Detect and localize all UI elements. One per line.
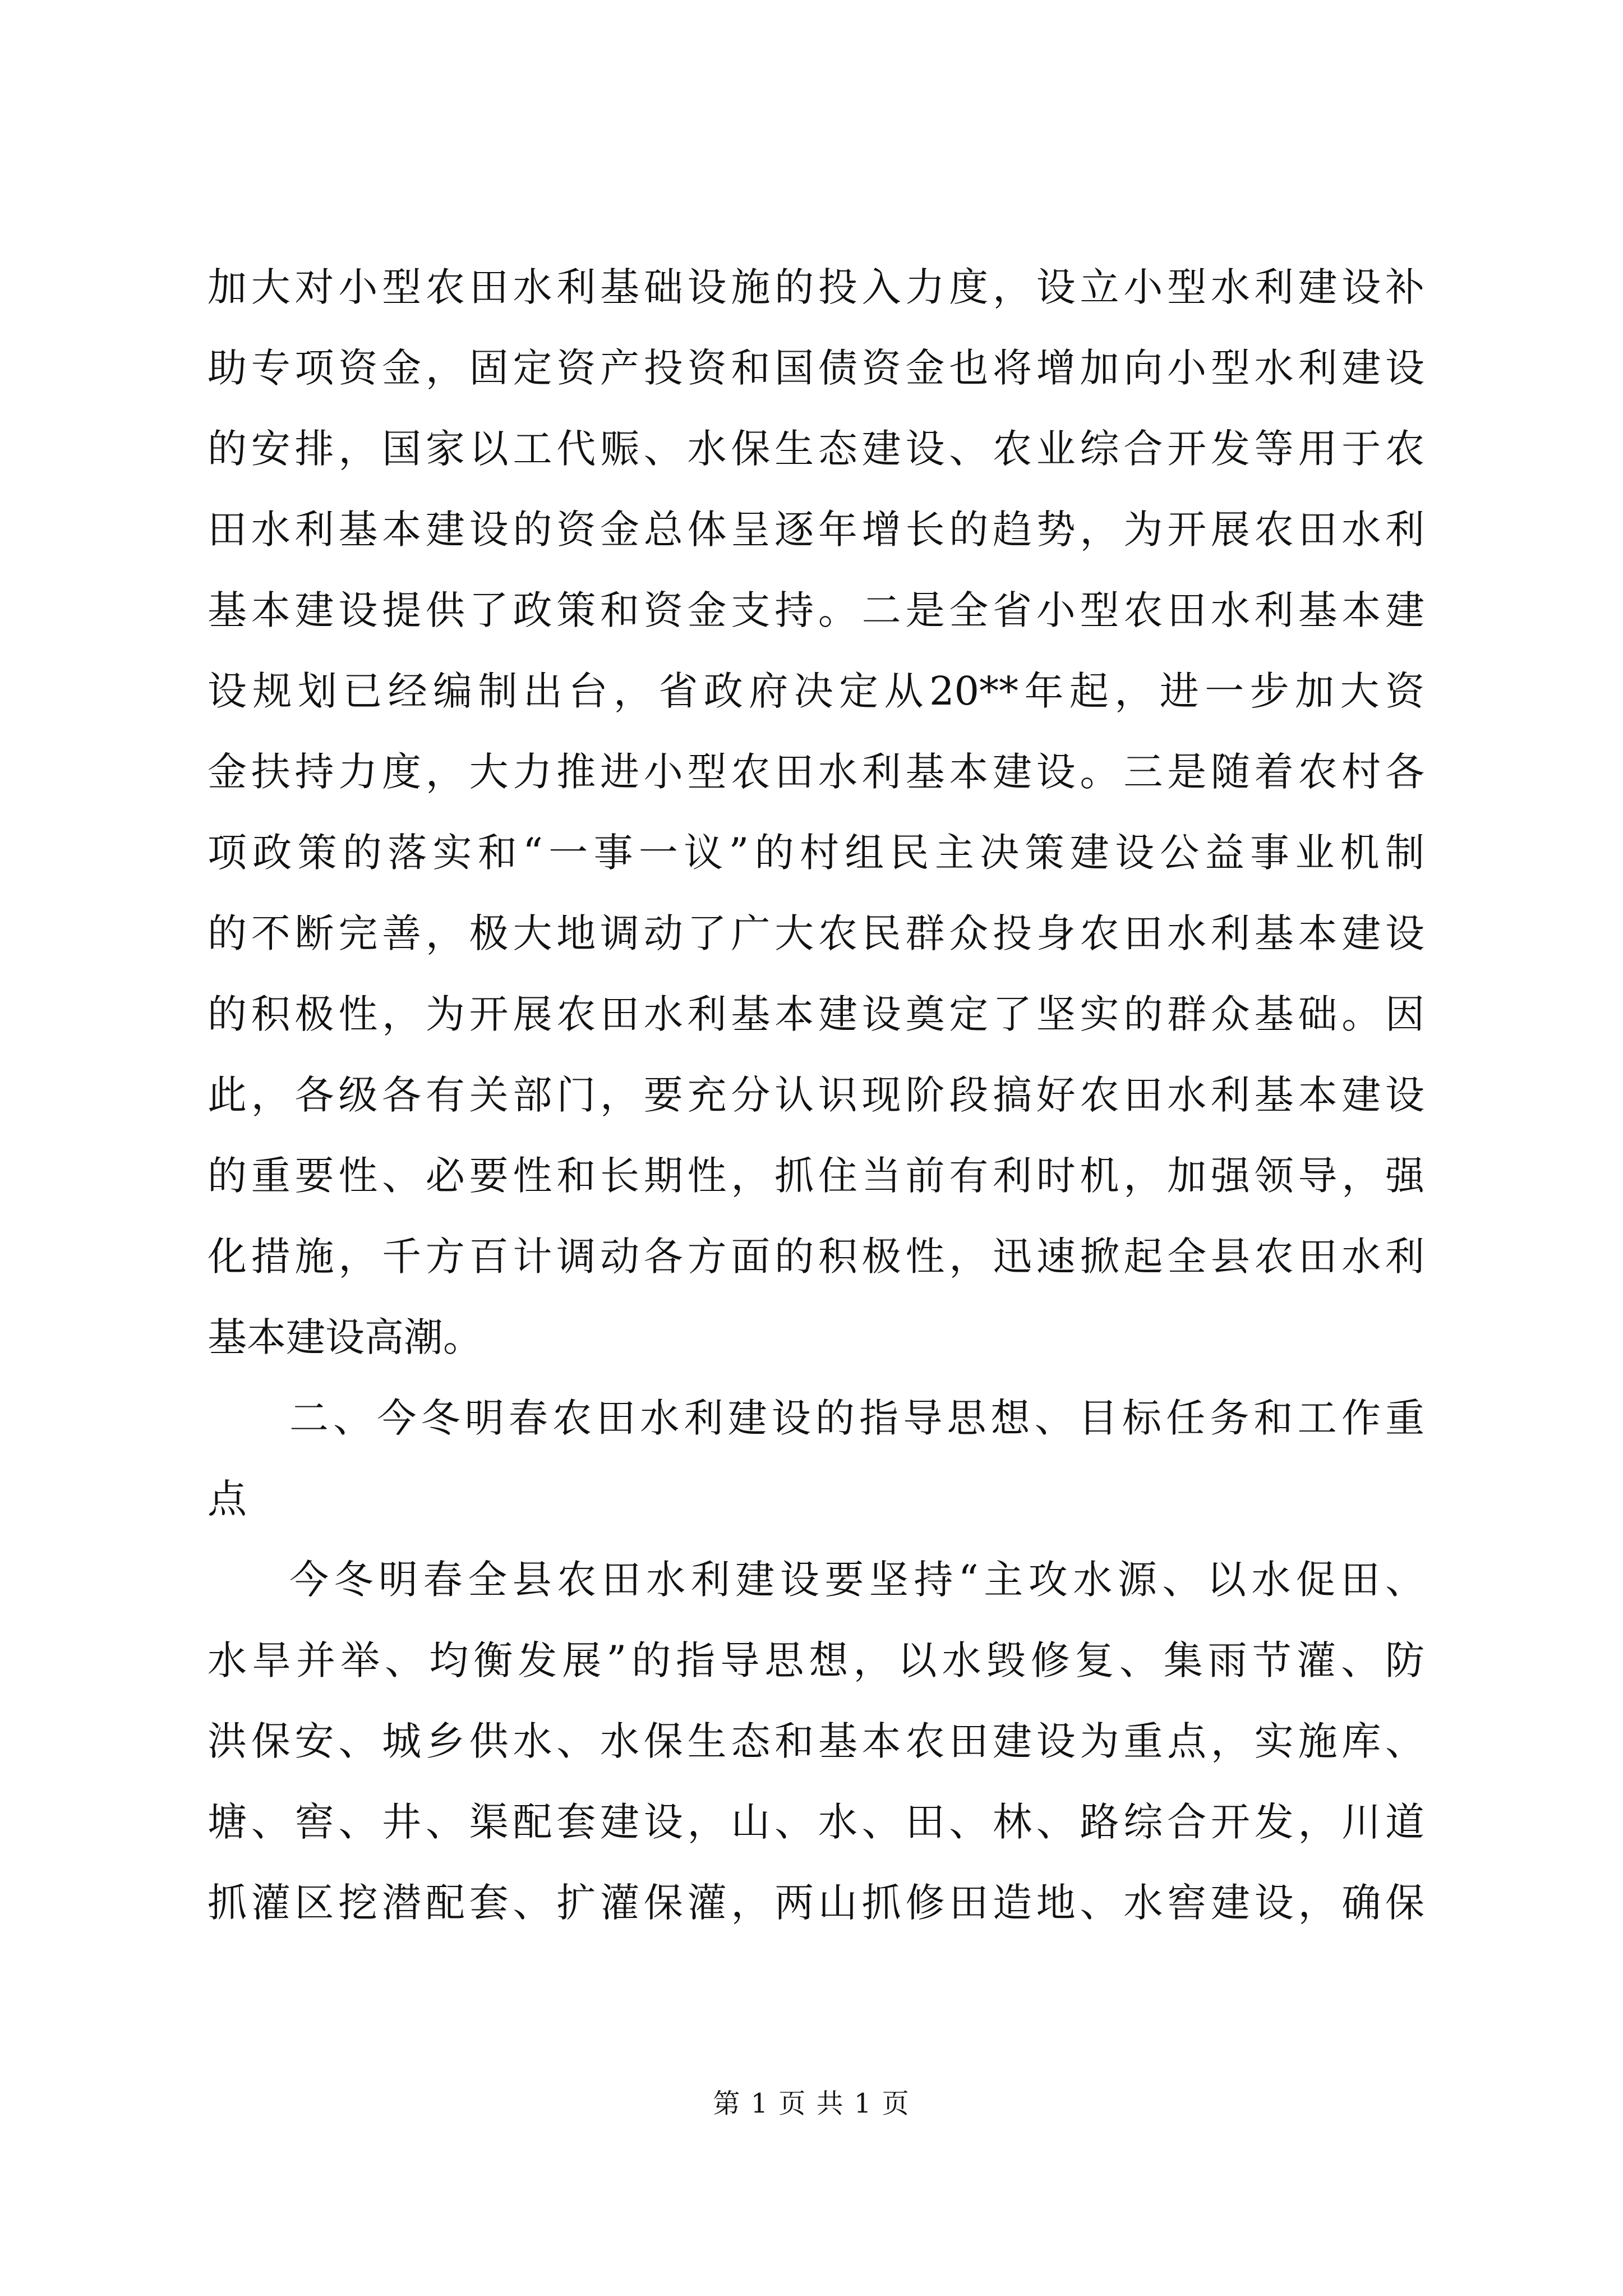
section-heading: 二、今冬明春农田水利建设的指导思想、目标任务和工作重: [289, 1395, 1424, 1441]
text-line: 塘、窖、井、渠配套建设，山、水、田、林、路综合开发，川道: [208, 1799, 1424, 1845]
text-line: 今冬明春全县农田水利建设要坚持“主攻水源、以水促田、: [289, 1557, 1424, 1603]
text-line: 设规划已经编制出台，省政府决定从20**年起，进一步加大资: [208, 668, 1424, 714]
text-line: 的不断完善，极大地调动了广大农民群众投身农田水利基本建设: [208, 910, 1424, 956]
text-line: 此，各级各有关部门，要充分认识现阶段搞好农田水利基本建设: [208, 1072, 1424, 1118]
text-line: 抓灌区挖潜配套、扩灌保灌，两山抓修田造地、水窖建设，确保: [208, 1880, 1424, 1926]
text-line: 基本建设提供了政策和资金支持。二是全省小型农田水利基本建: [208, 587, 1424, 633]
text-line: 助专项资金，固定资产投资和国债资金也将增加向小型水利建设: [208, 345, 1424, 391]
text-line: 金扶持力度，大力推进小型农田水利基本建设。三是随着农村各: [208, 749, 1424, 795]
text-line: 基本建设高潮。: [208, 1314, 482, 1360]
text-line: 水旱并举、均衡发展”的指导思想，以水毁修复、集雨节灌、防: [208, 1637, 1424, 1683]
page-number: 第 1 页 共 1 页: [713, 2088, 910, 2119]
text-line: 洪保安、城乡供水、水保生态和基本农田建设为重点，实施库、: [208, 1718, 1424, 1764]
text-line: 的积极性，为开展农田水利基本建设奠定了坚实的群众基础。因: [208, 991, 1424, 1037]
text-line: 项政策的落实和“一事一议”的村组民主决策建设公益事业机制: [208, 830, 1424, 876]
text-line: 的重要性、必要性和长期性，抓住当前有利时机，加强领导，强: [208, 1153, 1424, 1199]
section-heading-continued: 点: [208, 1476, 247, 1522]
text-line: 加大对小型农田水利基础设施的投入力度，设立小型水利建设补: [208, 264, 1424, 310]
text-line: 化措施，千方百计调动各方面的积极性，迅速掀起全县农田水利: [208, 1234, 1424, 1280]
text-line: 田水利基本建设的资金总体呈逐年增长的趋势，为开展农田水利: [208, 507, 1424, 553]
text-line: 的安排，国家以工代赈、水保生态建设、农业综合开发等用于农: [208, 426, 1424, 472]
document-body: [208, 247, 1424, 1943]
page-footer: [0, 2087, 1623, 2120]
